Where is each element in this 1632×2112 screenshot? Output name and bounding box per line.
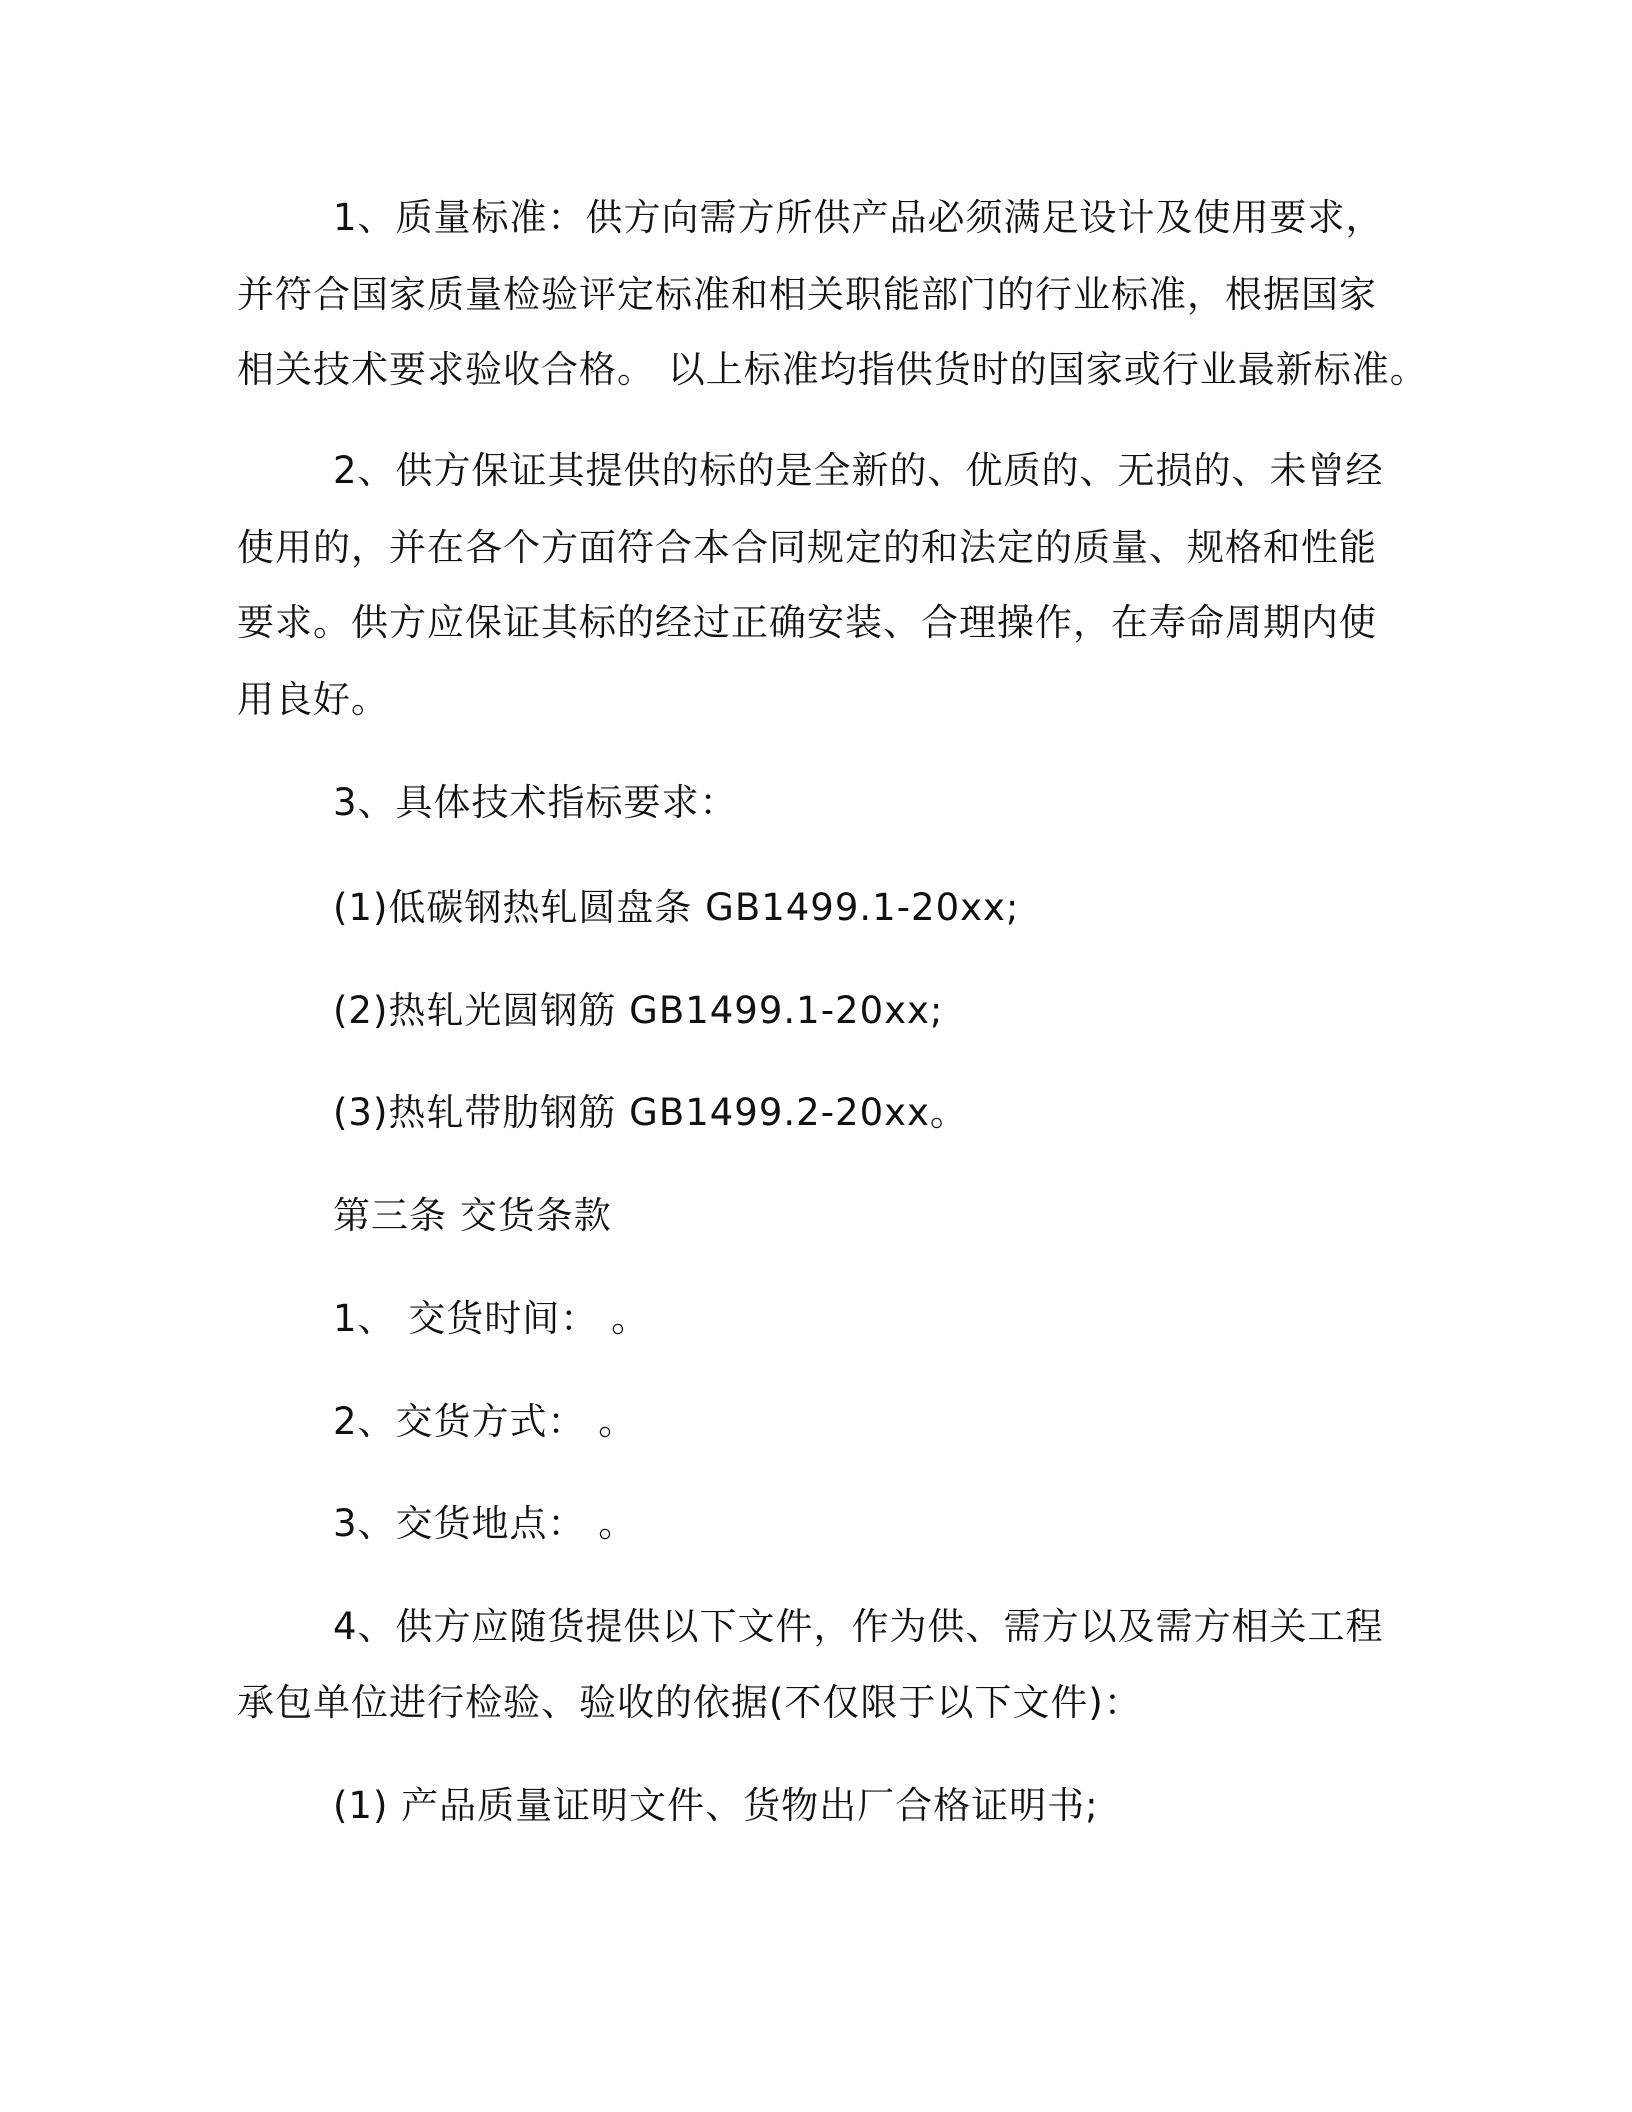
documents-line1: 4、供方应随货提供以下文件，作为供、需方以及需方相关工程 [333,1605,1384,1648]
clause1-line1: 1、质量标准：供方向需方所供产品必须满足设计及使用要求， [333,196,1384,239]
clause3-heading: 3、具体技术指标要求： [333,781,738,824]
clause2-line2: 使用的，并在各个方面符合本合同规定的和法定的质量、规格和性能 [237,526,1377,569]
delivery-place: 3、交货地点： 。 [333,1502,637,1545]
clause1-line3: 相关技术要求验收合格。 以上标准均指供货时的国家或行业最新标准。 [237,348,1428,391]
article3-title: 第三条 交货条款 [333,1194,612,1237]
clause3-item-3: (3)热轧带肋钢筋 GB1499.2-20xx。 [333,1091,968,1134]
clause1-line2: 并符合国家质量检验评定标准和相关职能部门的行业标准，根据国家 [237,273,1377,316]
documents-item-1: (1) 产品质量证明文件、货物出厂合格证明书; [333,1784,1099,1827]
delivery-time: 1、 交货时间： 。 [333,1297,650,1340]
clause2-line4: 用良好。 [237,678,389,721]
documents-line2: 承包单位进行检验、验收的依据(不仅限于以下文件)： [237,1681,1142,1724]
clause2-line1: 2、供方保证其提供的标的是全新的、优质的、无损的、未曾经 [333,449,1384,492]
clause3-item-2: (2)热轧光圆钢筋 GB1499.1-20xx; [333,989,944,1032]
delivery-method: 2、交货方式： 。 [333,1400,637,1443]
clause2-line3: 要求。供方应保证其标的经过正确安装、合理操作，在寿命周期内使 [237,601,1377,644]
clause3-item-1: (1)低碳钢热轧圆盘条 GB1499.1-20xx; [333,886,1020,929]
